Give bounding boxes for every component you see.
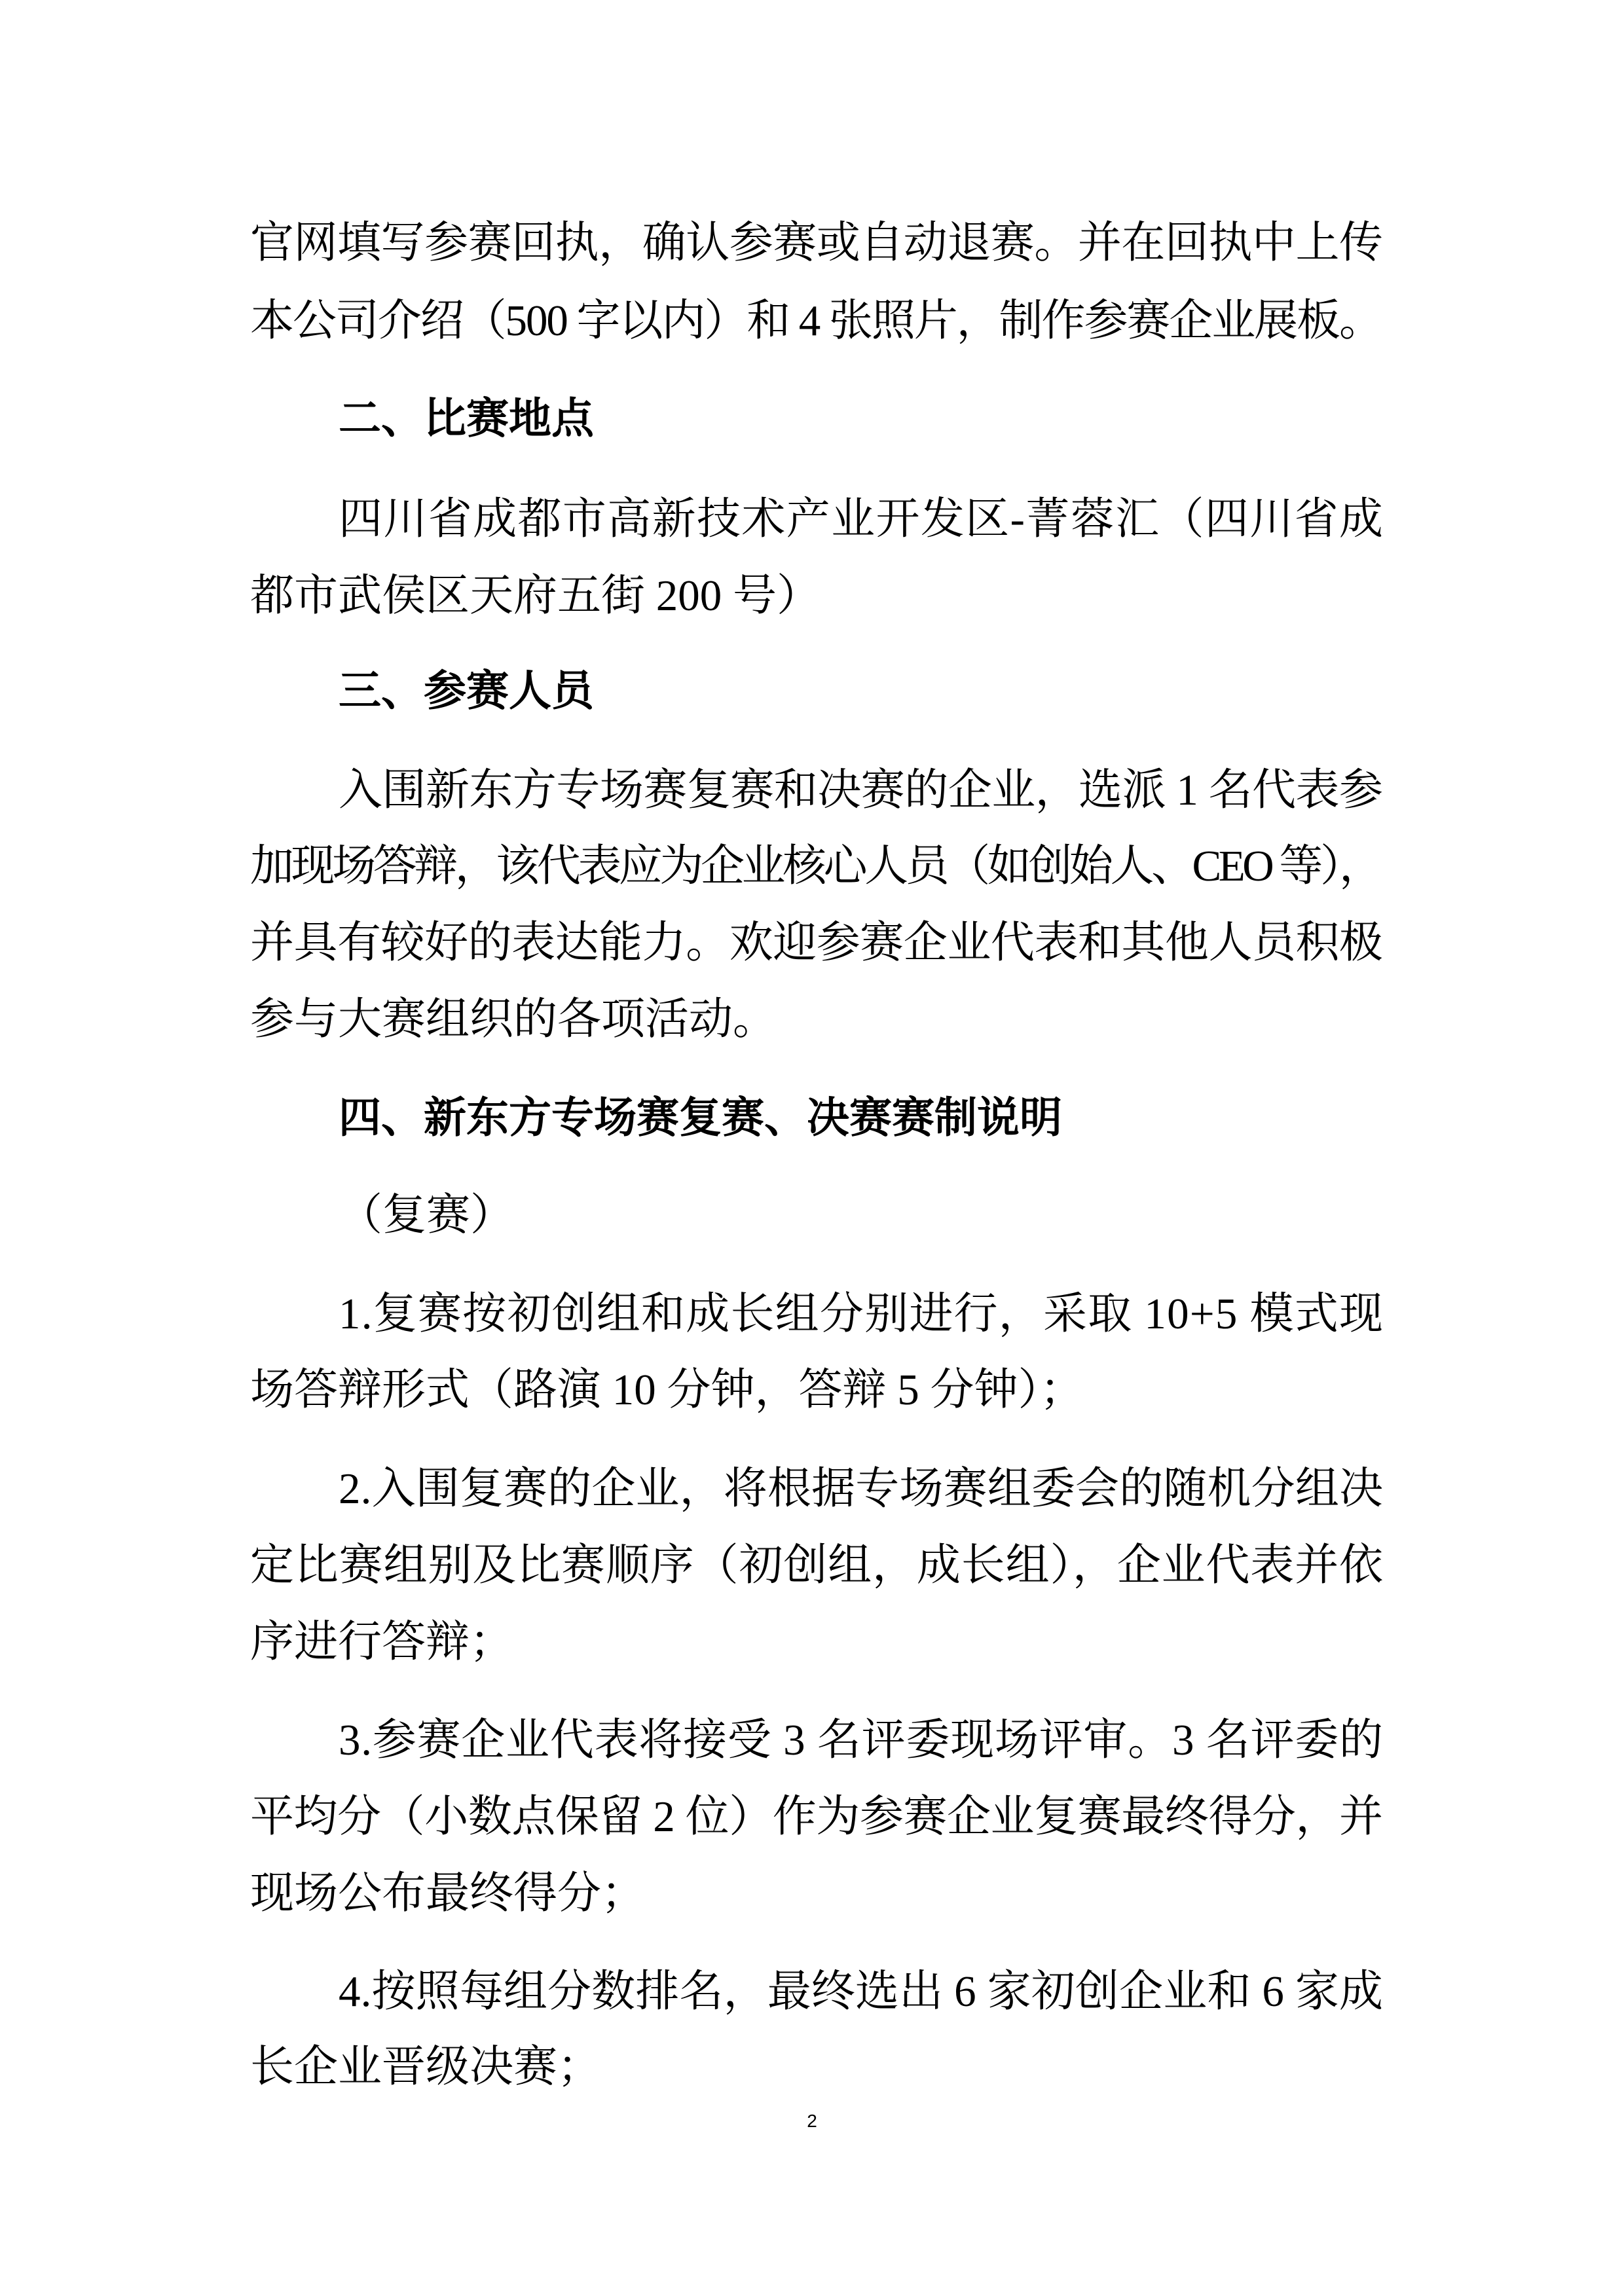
paragraph-line xyxy=(250,993,1383,1046)
line-text: 官网填写参赛回执，确认参赛或自动退赛。并在回执中上传 xyxy=(250,219,1383,267)
paragraph-line xyxy=(250,1539,1383,1592)
subheading xyxy=(339,1189,1383,1241)
paragraph-line xyxy=(250,295,1383,347)
paragraph-line xyxy=(250,570,1383,622)
subheading-text: （复赛） xyxy=(339,1191,514,1239)
paragraph-line xyxy=(339,1714,1383,1766)
section-heading xyxy=(339,665,1383,718)
paragraph-line xyxy=(250,1364,1383,1416)
paragraph-line xyxy=(250,217,1383,269)
paragraph-line xyxy=(250,1616,1383,1668)
line-text: 参与大赛组织的各项活动。 xyxy=(250,995,777,1044)
page-number: 2 xyxy=(807,2111,817,2131)
line-text: 长企业晋级决赛； xyxy=(250,2043,601,2091)
paragraph-line xyxy=(339,493,1383,545)
paragraph-line xyxy=(250,2041,1383,2093)
line-text: 并具有较好的表达能力。欢迎参赛企业代表和其他人员积极 xyxy=(250,919,1383,967)
line-text: 场答辩形式（路演 10 分钟，答辩 5 分钟）； xyxy=(250,1366,1084,1414)
heading-text: 二、比赛地点 xyxy=(339,394,595,443)
paragraph-line xyxy=(250,917,1383,969)
line-text: 入围新东方专场赛复赛和决赛的企业，选派 1 名代表参 xyxy=(339,766,1383,814)
line-text: 2.入围复赛的企业，将根据专场赛组委会的随机分组决 xyxy=(339,1465,1384,1513)
line-text: 本公司介绍（500 字以内）和 4 张照片，制作参赛企业展板。 xyxy=(250,297,1382,345)
line-text: 序进行答辩； xyxy=(250,1618,513,1666)
paragraph-line xyxy=(250,1791,1383,1843)
paragraph-line xyxy=(250,1867,1383,1920)
paragraph-line xyxy=(250,840,1383,892)
line-text: 都市武侯区天府五街 200 号） xyxy=(250,572,821,620)
paragraph-line xyxy=(339,1288,1383,1340)
paragraph-line xyxy=(339,1965,1383,2018)
section-heading xyxy=(339,1092,1383,1144)
line-text: 4.按照每组分数排名，最终选出 6 家初创企业和 6 家成 xyxy=(339,1967,1384,2016)
line-text: 平均分（小数点保留 2 位）作为参赛企业复赛最终得分，并 xyxy=(250,1793,1383,1841)
line-text: 3.参赛企业代表将接受 3 名评委现场评审。3 名评委的 xyxy=(339,1716,1384,1764)
paragraph-line xyxy=(339,1463,1383,1515)
line-text: 1.复赛按初创组和成长组分别进行，采取 10+5 模式现 xyxy=(339,1290,1384,1338)
paragraph-line xyxy=(339,764,1383,816)
line-text: 四川省成都市高新技术产业开发区-菁蓉汇（四川省成 xyxy=(339,495,1384,543)
heading-text: 三、参赛人员 xyxy=(339,666,595,716)
line-text: 加现场答辩，该代表应为企业核心人员（如创始人、CEO 等）， xyxy=(250,842,1380,890)
section-heading xyxy=(339,393,1383,445)
line-text: 现场公布最终得分； xyxy=(250,1869,645,1918)
line-text: 定比赛组别及比赛顺序（初创组，成长组），企业代表并依 xyxy=(250,1541,1384,1590)
heading-text: 四、新东方专场赛复赛、决赛赛制说明 xyxy=(339,1093,1063,1142)
